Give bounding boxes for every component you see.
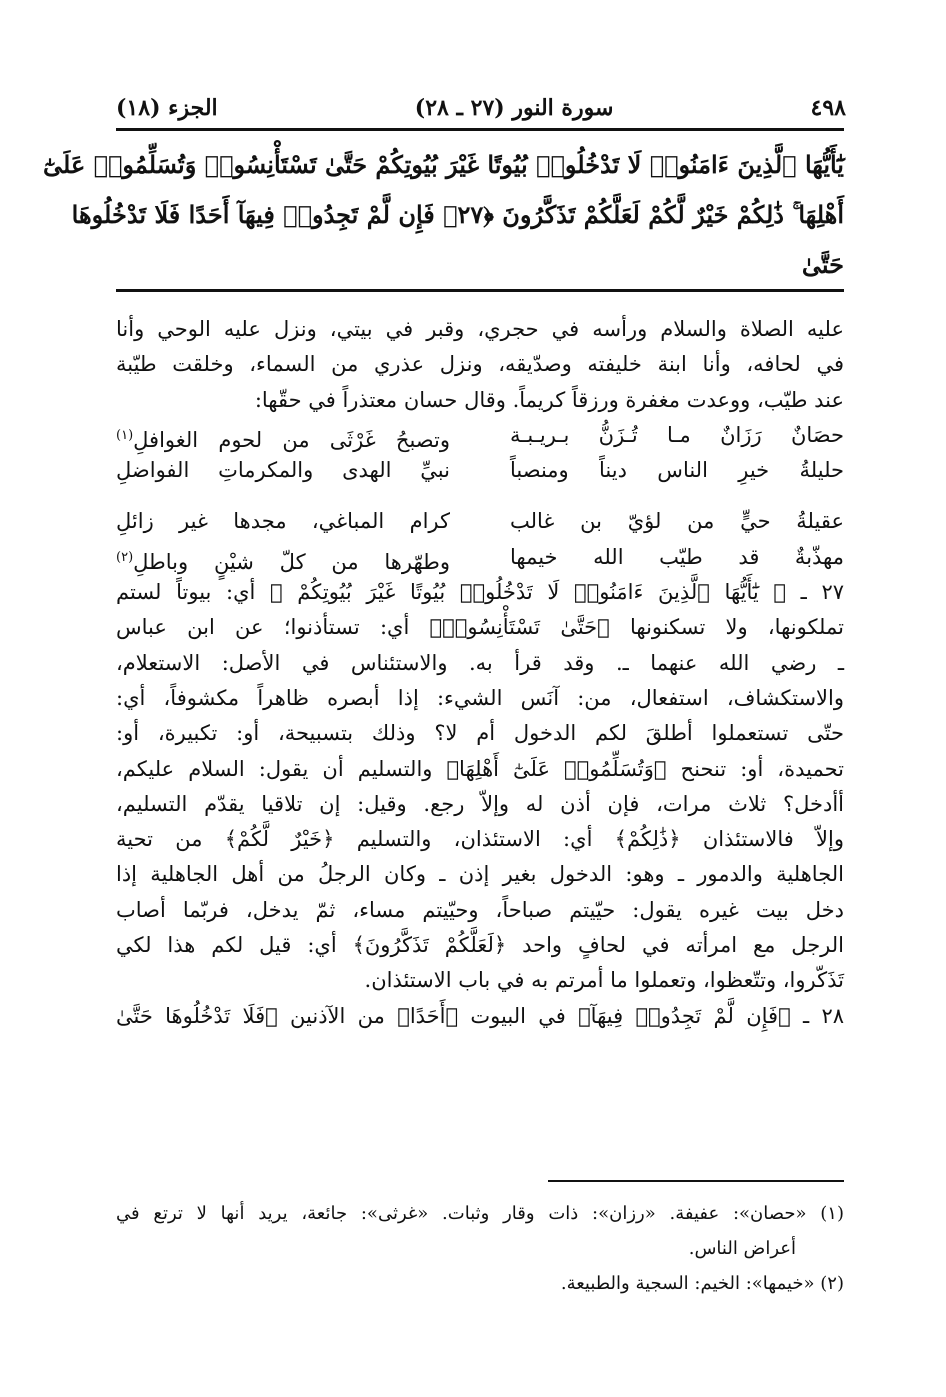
hemistich-text: وطهّرها من كلّ شيْنٍ وباطلِ xyxy=(133,549,450,574)
poem-first-hemistich: حصَانٌ رَزَانٌ مـا تُـزَنُّ بـريـبـة xyxy=(510,422,844,447)
text-line: والاستكشاف، استفعال، من: آنَس الشيء: إذا أبصره ظاهراً مكشوفاً، أي: xyxy=(116,685,844,710)
footnote-line: أعراض الناس. xyxy=(688,1238,796,1259)
text-line: عليه الصلاة والسلام ورأسه في حجري، وقبر في بيتي، ونزل عليه الوحي وأنا xyxy=(116,317,844,341)
footnote-divider xyxy=(548,1180,844,1182)
poem-first-hemistich xyxy=(510,540,844,575)
text-line: عند طيّب، ووعدت مغفرة ورزقاً كريماً. وقال حسان معتذراً في حقّها: xyxy=(254,387,844,412)
text-line: حتّى تستعملوا أطلقَ لكم الدخول أم لا؟ وذلك بتسبيحة، أو: تكبيرة، أو: xyxy=(116,721,844,746)
verse-line: يَٰٓأَيُّهَا ٱلَّذِينَ ءَامَنُوا۟ لَا تَدْخُلُوا۟ بُيُوتًا غَيْرَ بُيُوتِكُمْ حَتَّىٰ تَسْتَأْنِسُوا۟ وَتُسَلِّمُوا۟ عَلَىٰٓ xyxy=(43,150,844,179)
footnote-line: (٢) «خيمها»: الخيم: السجية والطبيعة. xyxy=(560,1273,844,1294)
footnote-marker: (١) xyxy=(116,427,134,443)
poem-second-hemistich xyxy=(116,540,450,575)
juz-label: الجزء (١٨) xyxy=(116,95,218,121)
header-divider xyxy=(116,128,844,131)
text-line: تحميدة، أو: تنحنح ﴿وَتُسَلِّمُوا۟ عَلَىٰٓ أَهْلِهَا﴾ والتسليم أن يقول: السلام عليكم، xyxy=(116,756,844,781)
quran-verse-block xyxy=(43,140,844,290)
poem-second-hemistich: كرام المباغي، مجدها غير زائلِ xyxy=(116,509,450,534)
text-line: وإلاّ فالاستئذان ﴿ذَٰلِكُمْ﴾ أي: الاستئذان، والتسليم ﴿خَيْرٌ لَّكُمْ﴾ من تحية xyxy=(116,827,844,852)
footnote-line: (١) «حصان»: عفيفة. «رزان»: ذات وقار وثبات. «غرثى»: جائعة، يريد أنها لا ترتع في xyxy=(116,1203,844,1224)
commentary-body xyxy=(116,312,844,1034)
verse-line: أَهْلِهَا ۚ ذَٰلِكُمْ خَيْرٌ لَّكُمْ لَعَلَّكُمْ تَذَكَّرُونَ ﴿٢٧﴾ فَإِن لَّمْ تَجِدُوا۟ فِيهَآ أَحَدًا فَلَا تَدْخُلُوهَا xyxy=(71,200,844,229)
hemistich-text: مهذّبةٌ قد طيّب الله خيمها xyxy=(510,544,844,569)
poem-verse xyxy=(116,453,844,488)
poem-first-hemistich: حليلةُ خيرِ الناس ديناً ومنصباً xyxy=(510,458,844,483)
poem-verse xyxy=(116,418,844,453)
poem-verse xyxy=(116,504,844,539)
poem-first-hemistich: عقيلةُ حيٍّ من لؤيّ بن غالب xyxy=(510,509,844,534)
text-line: أأدخل؟ ثلاث مرات، فإن أذن له وإلاّ رجع. وقيل: إن تلاقيا يقدّم التسليم، xyxy=(116,791,844,816)
page-number: ٤٩٨ xyxy=(810,95,846,121)
poem xyxy=(116,418,844,575)
text-line: الرجل مع امرأته في لحافٍ واحد ﴿لَعَلَّكُمْ تَذَكَّرُونَ﴾ أي: قيل لكم هذا لكي xyxy=(116,933,844,958)
poem-second-hemistich: نبيِّ الهدى والمكرماتِ الفواضلِ xyxy=(116,458,450,483)
text-line: ـ رضي الله عنهما ـ. وقد قرأ به. والاستئناس في الأصل: الاستعلام، xyxy=(116,650,844,675)
text-line: تملكونها، ولا تسكنونها ﴿حَتَّىٰ تَسْتَأْنِسُوا۟﴾ أي: تستأذنوا؛ عن ابن عباس xyxy=(116,615,844,640)
text-line: دخل بيت غيره يقول: حيّيتم صباحاً، وحيّيتم مساء، ثمّ يدخل، فربّما أصاب xyxy=(116,897,844,922)
hemistich-text: وتصبحُ غَرْثَى من لحوم الغوافلِ xyxy=(133,427,450,452)
poem-second-hemistich xyxy=(116,418,450,453)
text-line: تَذَكّروا، وتتّعظوا، وتعملوا ما أمرتم به في باب الاستئذان. xyxy=(364,968,844,993)
text-line: في لحافه، وأنا ابنة خليفته وصدّيقه، ونزل عذري من السماء، وخلقت طيّبة xyxy=(116,352,844,377)
verse-line: حَتَّىٰ xyxy=(801,250,844,279)
footnotes xyxy=(116,1196,844,1301)
surah-title: سورة النور (٢٧ ـ ٢٨) xyxy=(414,95,614,121)
text-line: ٢٨ ـ ﴿فَإِن لَّمْ تَجِدُوا۟ فِيهَآ﴾ في البيوت ﴿أَحَدًا﴾ من الآذنين ﴿فَلَا تَدْخُلُوهَا حَتَّىٰ xyxy=(116,1003,844,1028)
text-line: ٢٧ ـ ﴿ يَٰٓأَيُّهَا ٱلَّذِينَ ءَامَنُوا۟ لَا تَدْخُلُوا۟ بُيُوتًا غَيْرَ بُيُوتِكُمْ ﴾ أي: بيوتاً لستم xyxy=(116,580,844,605)
running-header xyxy=(116,88,846,128)
verse-divider xyxy=(116,289,844,292)
poem-verse xyxy=(116,540,844,575)
text-line: الجاهلية والدمور ـ وهو: الدخول بغير إذن ـ وكان الرجلُ من أهل الجاهلية إذا xyxy=(116,862,844,887)
footnote-marker: (٢) xyxy=(116,549,134,565)
